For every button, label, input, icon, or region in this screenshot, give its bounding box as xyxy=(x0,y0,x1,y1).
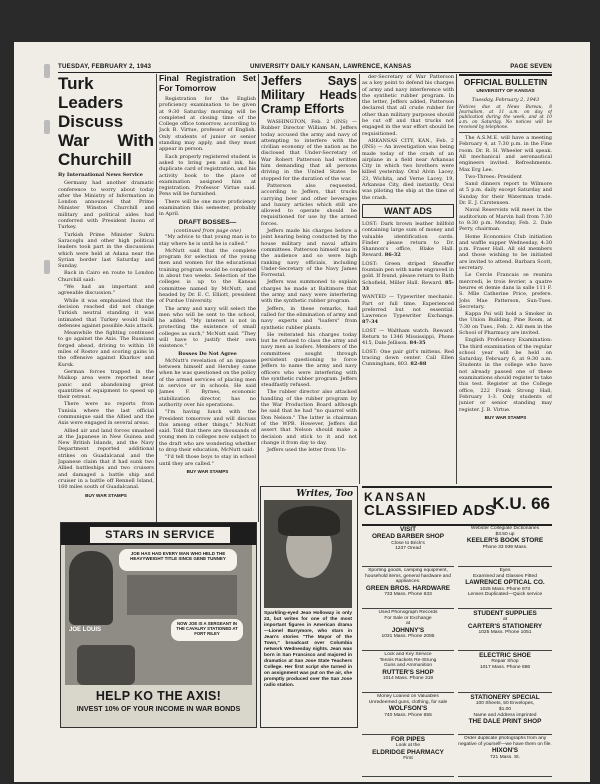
column-rule xyxy=(156,74,157,522)
binder-clip xyxy=(44,64,50,78)
official-bulletin-title: OFFICIAL BULLETIN xyxy=(459,74,552,87)
want-ad-code: 86-32 xyxy=(384,252,401,259)
paragraph: "I'd tell those boys to stay in school until they are called." xyxy=(159,454,256,467)
paragraph: Sand dinners report to Wilmore at 5 p.m. daily except Saturday and Sunday for their Waterman trade. Dr. E. J. Carstensen. xyxy=(459,181,552,207)
article-body xyxy=(159,234,256,467)
paragraph: "We had an important and agreeable discussion." xyxy=(58,284,154,297)
official-bulletin-date: Tuesday, February 2, 1943 xyxy=(471,96,540,103)
ad-line: STUDENT SUPPLIES xyxy=(473,610,537,617)
cartoon-inset xyxy=(127,575,237,615)
paragraph: Le Cercle Francais se reunira mercredi, le trois fevrier, a quatre heures et demie dans la salle 111 F. S. Mlle Catherine Price, prefere. Jobs Mae Patterson, Sun-Tues. Secretary. xyxy=(459,272,552,310)
want-ad-code: 82-88 xyxy=(410,361,427,368)
header-masthead: UNIVERSITY DAILY KANSAN, LAWRENCE, KANSAS xyxy=(249,63,412,70)
article-body xyxy=(159,96,256,218)
classified-ad xyxy=(362,736,454,777)
paragraph: Jeffers used the letter from Un- xyxy=(267,447,347,454)
paragraph: McNutt said that the complete program for selection of the young men and women for the educational training program would be completed in about two weeks. Selection of the colleges is up to the Kansas committee named by McNutt, and headed by Dr. E. C. Elliott, president of Purdue University. xyxy=(159,247,256,305)
paragraph: Bosses Do Not Agree xyxy=(178,350,237,357)
classified-ad xyxy=(362,694,454,735)
ad-line: Webster Collegiate Dictionaries xyxy=(470,526,540,531)
ad-line: Examined and Glasses Fitted xyxy=(473,573,537,579)
ad-line: THE DALE PRINT SHOP xyxy=(468,718,542,726)
paragraph: English Proficiency Examination: The third examination of the regular school year will be held on Saturday, February 6, at 9:30 a.m. Students in the college who have not already passed one of these examinations should register to take this test. Register at the College office, 222 Frank Strong Hall, February 1-3. Only students of junior or senior standing may register. J. B. Virtue. xyxy=(459,337,552,413)
binder-clip xyxy=(44,120,50,134)
help-ko-axis: HELP KO THE AXIS! xyxy=(95,689,222,703)
classified-ad xyxy=(458,568,552,609)
buy-war-stamps: BUY WAR STAMPS xyxy=(484,414,527,420)
paragraph: Turkish Prime Minister Sukru Saracoglu and other high political leaders took part in the discussions which were held at Adana near the Syrian border last Saturday and Sunday. xyxy=(58,231,154,270)
classified-ad xyxy=(458,736,552,777)
joe-louis-name: JOE LOUIS xyxy=(69,627,102,633)
paragraph: Jeffers, in these remarks, had called for the elimination of army and navy experts and "loafers" from synthetic rubber plants. xyxy=(261,305,357,331)
ad-line: Close to Brick's xyxy=(391,540,425,546)
ad-line: $3.50 up xyxy=(495,531,515,537)
official-bulletin-intro: Notices due at News Bureau, 8 Journalism, at 11 a.m. on day of publication during the week, and at 10 a.m. on Saturday. No notices will be received by telephone. xyxy=(459,105,552,133)
ad-line: $1.00 xyxy=(498,707,512,712)
official-bulletin-sub: UNIVERSITY OF KANSAS xyxy=(476,88,535,94)
want-ad-item xyxy=(362,349,454,368)
ad-line: WOLFSON'S xyxy=(388,705,428,713)
writes-too-caption: Sparkling-eyed Jean Holloway is only 23, but writes for one of the most important figures in American drama—Lionel Barrymore, who stars in Jean's stories "The Mayor of the Town," broadcast over Columbia network Wednesday nights. Jean was born in San Francisco and majored in dramatics at San Jose State Teachers College. Her first script she turned in on assignment was put on the air, she promptly produced over the San Jose radio station. xyxy=(264,611,352,688)
headline-draft-bosses: DRAFT BOSSES— xyxy=(178,218,237,226)
classified-ad xyxy=(458,610,552,651)
ad-line: 1237 Oread xyxy=(395,546,421,552)
paragraph: der-Secretary of War Patterson as a key point to defend his charges of army and navy interference with the synthetic rubber program. In the letter, Jeffers added, Patterson declared that all crude rubber for other than military purposes should be cut off and that trucks not engaged in the war effort should be requisitioned. xyxy=(362,74,454,137)
ad-line: STATIONERY SPECIAL xyxy=(470,694,540,701)
ad-line: 733 Mass. Phone 633 xyxy=(384,592,432,598)
want-ad-code: 85-33 xyxy=(362,279,454,292)
stars-in-service-cartoon xyxy=(60,522,257,728)
column-want-ads xyxy=(362,74,454,484)
headline-final-registration: Final Registration Set For Tomorrow xyxy=(159,74,256,93)
want-ad-item xyxy=(362,261,454,292)
buy-war-stamps: BUY WAR STAMPS xyxy=(186,468,229,474)
classified-ad xyxy=(362,652,454,693)
header-date: TUESDAY, FEBRUARY 2, 1943 xyxy=(58,63,152,70)
stars-in-service-title: STARS IN SERVICE xyxy=(89,526,231,544)
paragraph: Patterson also requested, according to Jeffers, that trucks carrying beer and other beverages and luxury articles which still are allowed to operate should be requisitioned for use by the armed forces. xyxy=(261,182,357,227)
paragraph: Jeffers made his charges before a joint hearing being conducted by the house military and naval affairs committees. Patterson himself was in the audience and so were high ranking navy officials, including Under-Secretary of the Navy James Forrestal. xyxy=(261,228,357,279)
ad-line: at xyxy=(502,617,508,623)
ad-line: Sporting goods, camping equipment, household items, general hardware and appliances. xyxy=(365,568,451,585)
binder-clip xyxy=(44,260,50,274)
column-churchill xyxy=(58,74,154,522)
classified-ad xyxy=(458,652,552,693)
ad-line: VISIT xyxy=(400,526,416,533)
ad-line: 721 Mass. St. xyxy=(490,754,520,760)
ad-line: First xyxy=(403,756,413,762)
boxer-figure xyxy=(69,551,113,625)
ad-line: ELDRIDGE PHARMACY xyxy=(372,749,444,756)
ad-line: JOHNNY'S xyxy=(391,626,425,634)
ad-line: Look at the xyxy=(395,743,421,749)
header-page: PAGE SEVEN xyxy=(510,63,552,70)
ad-line: Tennis Rackets Re-Strung xyxy=(379,657,437,663)
paragraph: ARKANSAS CITY, KAN., Feb. 2 (INS) — An investigation was being made today of the crash of an airplane in a field near Arkansas City in which two brothers were killed yesterday. Oral Alvin Lacey, 23, Wichita, and Verne Lacey, 19, Arkansas City, died instantly. Oral was piloting the ship at the time of the crash. xyxy=(362,137,454,201)
want-ad-text: LOST: One pair girl's mittens. Red tracing down center. Call Ellen Cunningham, 803. xyxy=(362,348,454,368)
paragraph: German forces trapped in the Maikop area were reported near panic and abandoning great quantities of equipment to speed up their retreat. xyxy=(58,368,154,401)
ad-line: Phone 33 939 Mass. xyxy=(482,544,528,550)
classified-title: CLASSIFIED ADS xyxy=(364,502,496,519)
continued-note: (continued from page one) xyxy=(173,227,242,234)
buy-war-stamps: BUY WAR STAMPS xyxy=(85,492,127,498)
classified-ad xyxy=(362,526,454,567)
ad-line: GREEN BROS. HARDWARE xyxy=(365,584,451,592)
want-ad-code: 84-35 xyxy=(409,340,426,347)
bulletin-body xyxy=(459,135,552,413)
speech-bubble: JOE HAS HAD EVERY MAN WHO HELD THE HEAVYWEIGHT TITLE SINCE GENE TUNNEY xyxy=(119,549,237,571)
ad-line: Name and Address imprinted xyxy=(473,712,537,718)
column-jeffers xyxy=(261,74,357,484)
article-body xyxy=(362,74,454,201)
ad-line: KEELER'S BOOK STORE xyxy=(466,537,544,545)
hair-shape xyxy=(278,506,340,536)
want-ads-title: WANT ADS xyxy=(362,204,454,218)
ad-line: OREAD BARBER SHOP xyxy=(371,533,445,541)
paragraph: Naval Reservists will meet in the auditorium of Marvin hall from 7:30 to 8:30 p.m. Monday, Feb. 2. Dale Perry, chairman. xyxy=(459,207,552,233)
ad-line: CARTER'S STATIONERY xyxy=(467,623,543,630)
want-ad-text: WANTED — Typewriter mechanic. Part or full time. Experienced preferred but not essential. Lawrence Typewriter Exchange. xyxy=(362,294,454,320)
classified-ad xyxy=(458,694,552,735)
ad-line: HIXON'S xyxy=(491,747,519,755)
headline-turk-leaders: Turk Leaders Discuss War With Churchill xyxy=(58,74,154,169)
classified-ad xyxy=(458,526,552,567)
want-ad-code: 87-34 xyxy=(362,319,378,326)
column-rule xyxy=(258,74,259,522)
paragraph: Registration for the English proficiency examination to be given at 9:30 Saturday morning will be completed at closing time of the College office tomorrow, according to Jack B. Virtue, professor of English. Only students of junior or senior standing may apply, and they must appear in person. xyxy=(159,96,256,153)
column-rule xyxy=(456,74,457,484)
paragraph: "I'm having lunch with the President tomorrow and will discuss this among other things," McNutt said. Told that there are thousands of young men in colleges now subject to the draft who are wondering whether to drop their education, McNutt said: xyxy=(159,409,256,454)
ad-line: 1031 Mass. Phone 2085 xyxy=(381,634,435,640)
article-body xyxy=(261,119,357,453)
want-ads-list xyxy=(362,221,454,368)
ad-line: Order duplicate photographs from any negative of yourself—we have them on file. xyxy=(458,736,552,747)
column-official-bulletin xyxy=(459,74,552,484)
writes-too-title: Writes, Too xyxy=(296,489,353,499)
paragraph: WASHINGTON, Feb. 2 (INS) — Rubber Director William M. Jeffers today accused the army and navy of attempting to interfere with the civilian economy of the nation as he disclosed that Under-Secretary of War Robert Patterson had written him demanding that all persons driving in the United States be stopped for the duration of the war. xyxy=(261,119,357,182)
want-ad-item xyxy=(362,221,454,259)
classified-banner xyxy=(362,486,552,526)
paragraph: Back in Cairo en route to London Churchill said: xyxy=(58,270,154,283)
paragraph: There were no reports from Tunisia where the last official communique said the Allied and the Axis were engaged in several areas. xyxy=(58,401,154,427)
invest-war-bonds: INVEST 10% OF YOUR INCOME IN WAR BONDS xyxy=(76,704,241,713)
ad-line: at xyxy=(405,621,411,627)
paragraph: There will be one more proficiency examination this semester, probably in April. xyxy=(159,198,256,218)
paragraph: McNutt's revelation of an impasse between himself and Hershey came when he was questioned on the policy of the armed services of placing men in service or in schools. He said James F. Byrnes, economic stabilization director, has no authority over his operations. xyxy=(159,357,256,408)
paragraph: The rubber director also attacked handling of the rubber program by the War Production Board although he said that he had "no quarrel with Don Nelson." The latter is chairman of the WPB. However, Jeffers did assert that Nelson should make a decision and stick to it and not change it from day to day. xyxy=(261,389,357,446)
jean-holloway-photo xyxy=(264,500,352,608)
ad-line: 740 Mass. Phone 655 xyxy=(384,712,432,718)
ad-line: FOR PIPES xyxy=(390,736,426,743)
ad-line: LAWRENCE OPTICAL CO. xyxy=(465,579,545,587)
page-header xyxy=(58,63,552,73)
ad-line: Used Phonograph Records xyxy=(378,610,438,615)
classified-ad xyxy=(362,610,454,651)
paragraph: Kappa Psi will hold a Smoker in the Union Building, Pine Room, at 7:30 on Tues., Feb. 2. All men in the School of Pharmacy are invited. xyxy=(459,311,552,336)
classified-phone: K.U. 66 xyxy=(492,494,550,513)
byline: By International News Service xyxy=(58,172,143,178)
paragraph: The army and navy will select the men who will be sent to the school, he added. "My interest is not in protecting the existence of small colleges as such," McNutt said. "They will have to justify their own existence." xyxy=(159,305,256,350)
paragraph: Allied air and land forces smashed at the Japanese in New Guinea and New British Islands, and the Navy Department reported additional strikes on Guadalcanal and the Japanese claim that it had sunk two Allied battleships and two cruisers and damaged a battle ship and cruiser in a battle off Rennell Island, 160 miles south of Guadalcanal. xyxy=(58,427,154,491)
want-ad-text: LOST: Green striped Sheaffer fountain pen with name engraved in gold. If found, please return to Ruth Schofield, Miller Hall. Reward. xyxy=(362,260,454,286)
paragraph: He reiterated his charges today but he refused to class the army and navy men as loafers. Members of the committees sought through persistent questioning to force Jeffers to name the army and navy officers who were interfering with the synthetic rubber program. Jeffers steadfastly refused. xyxy=(261,331,357,389)
ad-line: ELECTRIC SHOE xyxy=(479,652,531,659)
cartoon-figure xyxy=(77,645,135,685)
paragraph: Jeffers was summoned to explain charges he made at Baltimore that the army and navy were interfering with the synthetic rubber program. xyxy=(261,279,357,305)
classified-ad xyxy=(362,568,454,609)
ad-line: Money Loaned on Valuables xyxy=(377,694,439,699)
ad-line: Lock and Key Service xyxy=(384,652,432,657)
ad-line: 1017 Mass. Phone 686 xyxy=(479,665,531,670)
column-registration xyxy=(159,74,256,522)
paragraph: Germany had another dramatic conference to worry about today after the Ministry of Information in London announced that Prime Minister Winston Churchill and military and political aides had conferred with President Inonu of Turkey. xyxy=(58,180,154,231)
classified-kansan: KANSAN xyxy=(364,490,428,504)
paragraph: The A.S.M.E. will have a meeting February 4, at 7:30 p.m. in the Fine room. Dr. R. H. Wheeler will speak. All mechanical and aeronautical engineers invited. Refreshments. Max Erg Lee. xyxy=(459,135,552,173)
ad-line: Eyes xyxy=(499,568,511,573)
want-ad-item xyxy=(362,328,454,347)
ad-line: Repair Shop xyxy=(491,659,519,665)
ad-line: Unredeemed guns, clothing, for sale xyxy=(368,699,448,705)
writes-too-feature xyxy=(260,486,358,728)
paragraph: Each properly registered student is asked to bring pen and ink, his duplicate card of registration, and his activity book to the place of examination assigned him at registration. Professor Virtue said. Pens will be furnished. xyxy=(159,153,256,198)
ad-line: For Sale or Exchange xyxy=(384,615,432,621)
ad-line: 1025 Mass. Phone 873 xyxy=(479,586,531,592)
ad-line: 1014 Mass. Phone 319 xyxy=(382,676,434,682)
column-rule xyxy=(359,74,360,484)
ad-line: Guns and Ammunition xyxy=(383,663,433,669)
paragraph: "My advice to that young man is to stay where he is until he is called." xyxy=(159,234,256,247)
paragraph: Two-Threes: President xyxy=(465,173,522,180)
ad-line: 100 Sheets, 50 Envelopes, xyxy=(475,701,535,707)
paragraph: While it was emphasized that the decision reached did not change Turkish neutral standing it was intimated that Turkey would build defenses against possible Axis attack. xyxy=(58,297,154,329)
ad-line: RUTTER'S SHOP xyxy=(382,668,434,676)
speech-bubble: NOW JOE IS A SERGEANT IN THE CAVALRY STATIONED AT FORT RILEY xyxy=(171,619,243,641)
want-ad-text: LOST: Dark brown leather billfold containing large sum of money and valuable identification cards. Finder please return to Dr. Shannon's office, Blake Hall. Reward. xyxy=(362,220,454,259)
want-ad-item xyxy=(362,294,454,325)
paragraph: Home Economics Club initiation and waffle supper Wednesday, 4:30 p.m. Fraser Hall. All old members and those wishing to be initiated are invited to attend. Barbara Scott, secretary. xyxy=(459,233,552,272)
paragraph: Meanwhile the fighting continued to go against the Axis. The Russians forged ahead, driving to within 18 miles of Rostov and scoring gains in the offensive against Kharkov and Kursk. xyxy=(58,330,154,368)
article-body xyxy=(58,180,154,490)
ad-line: Lenses Duplicated—Quick service xyxy=(467,592,543,598)
want-ad-text: LOST — Waltham watch. Reward. Return to 1346 Mississippi, Phone 415, Dale Jellison. xyxy=(362,327,454,347)
ad-line: 1025 Mass. Phone 1051 xyxy=(478,630,532,636)
headline-jeffers: Jeffers Says Military Heads Cramp Efforts xyxy=(261,74,357,116)
